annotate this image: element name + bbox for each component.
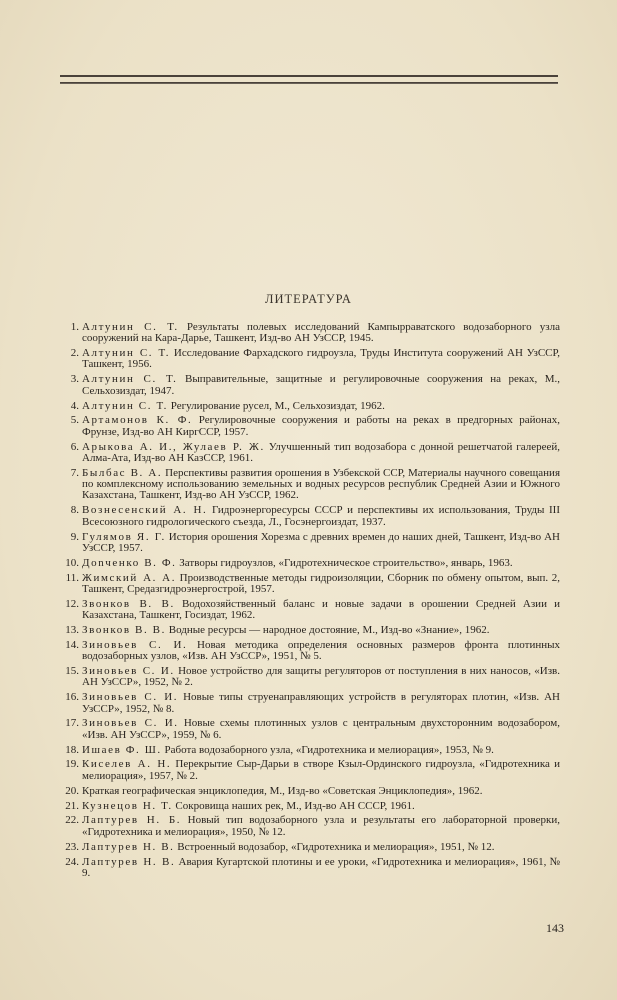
reference-author: Зиновьев С. И. xyxy=(82,665,175,678)
reference-text: Регулирование русел, М., Сельхозиздат, 1962. xyxy=(170,399,385,412)
reference-text: Регулировочные сооружения и работы на реках в предгорных районах, Фрунзе, Изд-во АН КиргССР, 1957. xyxy=(82,414,560,438)
reference-item xyxy=(60,625,560,636)
reference-text: Производственные методы гидроизоляции, Сборник по обмену опытом, вып. 2, Ташкент, Средазгидроэнергострой, 1957. xyxy=(82,571,560,595)
page-number: 143 xyxy=(546,921,564,935)
reference-item xyxy=(60,401,560,412)
reference-item xyxy=(60,759,560,782)
reference-author: Алтунин С. Т. xyxy=(82,321,179,333)
reference-item xyxy=(60,640,560,663)
reference-text: Гидроэнергоресурсы СССР и перспективы их использования, Труды III Всесоюзного гидрологического съезда, Л., Госэнергоиздат, 1937. xyxy=(82,504,560,528)
reference-author: Лаптурев Н. В. xyxy=(82,855,176,868)
reference-item xyxy=(60,815,560,838)
reference-text: Исследование Фархадского гидроузла, Труды Института сооружений АН УзССР, Ташкент, 1956. xyxy=(82,347,561,371)
reference-item xyxy=(60,415,560,438)
reference-item xyxy=(60,718,560,741)
reference-number: 7. xyxy=(70,466,79,479)
reference-item xyxy=(60,801,560,812)
reference-item xyxy=(60,505,560,528)
reference-author: Дonченко В. Ф. xyxy=(82,556,177,569)
reference-author: Былбас В. А. xyxy=(82,466,163,479)
reference-number: 13. xyxy=(65,623,79,636)
reference-item xyxy=(60,442,560,465)
reference-number: 9. xyxy=(70,530,79,543)
reference-text: Перспективы развития орошения в Узбекской ССР, Материалы научного совещания по комплексному использованию земельных и водных ресурсов республик Средней Азии и Южного Казахстана, Ташкент, Изд-во АН УзССР, 1962. xyxy=(82,466,560,502)
reference-item xyxy=(60,322,560,345)
reference-author: Алтунин С. Т. xyxy=(82,399,169,412)
reference-author: Кузнецов Н. Т. xyxy=(82,799,173,812)
reference-text: Затворы гидроузлов, «Гидротехническое строительство», январь, 1963. xyxy=(179,556,513,569)
reference-text: Работа водозаборного узла, «Гидротехника и мелиорация», 1953, № 9. xyxy=(164,743,494,756)
reference-item xyxy=(60,692,560,715)
reference-item xyxy=(60,842,560,853)
header-double-rule xyxy=(60,75,558,83)
reference-author: Лаптурев Н. В. xyxy=(82,840,175,853)
reference-author: Киселев А. Н. xyxy=(82,758,172,771)
reference-text: Краткая географическая энциклопедия, М., Изд-во «Советская Энциклопедия», 1962. xyxy=(82,784,483,797)
reference-author: Арыкова А. И., Жулаев Р. Ж. xyxy=(82,440,265,453)
reference-number: 10. xyxy=(65,556,79,569)
reference-author: Зиновьев С. И. xyxy=(82,691,179,704)
reference-number: 22. xyxy=(65,814,79,827)
reference-text: Встроенный водозабор, «Гидротехника и мелиорация», 1951, № 12. xyxy=(177,840,495,853)
reference-number: 11. xyxy=(65,571,79,584)
reference-author: Вознесенский А. Н. xyxy=(82,504,208,517)
header-thin-rule xyxy=(60,83,558,84)
reference-number: 20. xyxy=(65,784,79,797)
reference-author: Алтунин С. Т. xyxy=(82,373,178,386)
reference-author: Зиновьев С. И. xyxy=(82,717,179,730)
reference-text: Новое устройство для защиты регуляторов от поступления в них наносов, «Изв. АН УзССР», 1952, № 2. xyxy=(82,665,561,689)
reference-number: 8. xyxy=(70,504,79,517)
reference-number: 24. xyxy=(65,855,79,868)
reference-author: Гулямов Я. Г. xyxy=(82,530,166,543)
reference-item xyxy=(60,348,560,371)
reference-number: 5. xyxy=(70,414,79,427)
reference-item xyxy=(60,374,560,397)
reference-text: Водные ресурсы — народное достояние, М., Изд-во «Знание», 1962. xyxy=(168,623,490,636)
reference-author: Артамонов К. Ф. xyxy=(82,414,193,427)
reference-number: 3. xyxy=(70,373,79,386)
reference-text: Новая методика определения основных размеров фронта плотинных водозаборных узлов, «Изв. АН УзССР», 1951, № 5. xyxy=(82,638,560,663)
reference-number: 6. xyxy=(70,440,79,453)
reference-text: Сокровища наших рек, М., Изд-во АН СССР, 1961. xyxy=(175,799,415,812)
reference-number: 4. xyxy=(70,399,79,412)
reference-text: Перекрытие Сыр-Дарьи в створе Кзыл-Ординского гидроузла, «Гидротехника и мелиорация», 1957, № 2. xyxy=(82,758,560,782)
reference-number: 16. xyxy=(65,691,79,704)
reference-author: Алтунин С. Т. xyxy=(82,347,171,360)
reference-number: 18. xyxy=(65,743,79,756)
reference-number: 15. xyxy=(65,665,79,678)
reference-number: 12. xyxy=(65,597,79,610)
reference-number: 14. xyxy=(65,638,79,651)
reference-author: Жимский А. А. xyxy=(82,571,177,584)
reference-number: 2. xyxy=(70,347,79,360)
reference-number: 21. xyxy=(65,799,79,812)
reference-item xyxy=(60,468,560,502)
reference-author: Ишаев Ф. Ш. xyxy=(82,743,162,756)
reference-text: Новые типы струенаправляющих устройств в регуляторах плотин, «Изв. АН УзССР», 1952, № 8. xyxy=(82,691,560,715)
reference-number: 1. xyxy=(70,321,79,333)
reference-author: Звонков В. В. xyxy=(82,623,166,636)
reference-text: Результаты полевых исследований Кампырраватского водозаборного узла сооружений на Кара-Дарье, Ташкент, Изд-во АН УзССР, 1945. xyxy=(82,321,561,345)
reference-text: Водохозяйственный баланс и новые задачи в орошении Средней Азии и Казахстана, Ташкент, Госиздат, 1962. xyxy=(82,597,561,622)
reference-item xyxy=(60,573,560,596)
page-title: ЛИТЕРАТУРА xyxy=(265,292,352,306)
reference-number: 19. xyxy=(65,758,79,771)
reference-author: Лаптурев Н. Б. xyxy=(82,814,182,827)
reference-item xyxy=(60,558,560,569)
reference-item xyxy=(60,745,560,756)
reference-number: 17. xyxy=(65,717,79,730)
reference-item xyxy=(60,786,560,797)
reference-item xyxy=(60,857,560,880)
reference-number: 23. xyxy=(65,840,79,853)
reference-text: Улучшенный тип водозабора с донной решетчатой галереей, Алма-Ата, Изд-во АН КазССР, 1961. xyxy=(82,440,561,464)
reference-text: Новые схемы плотинных узлов с центральным двухсторонним водозабором, «Изв. АН УзССР», 1959, № 6. xyxy=(82,717,560,741)
reference-item xyxy=(60,599,560,622)
reference-author: Зиновьев С. И. xyxy=(82,638,188,651)
reference-list xyxy=(60,322,560,883)
reference-text: Выправительные, защитные и регулировочные сооружения на реках, М., Сельхозиздат, 1947. xyxy=(82,373,561,397)
reference-text: Авария Кугартской плотины и ее уроки, «Гидротехника и мелиорация», 1961, № 9. xyxy=(82,855,560,879)
reference-item xyxy=(60,532,560,555)
reference-author: Звонков В. В. xyxy=(82,597,175,610)
reference-text: История орошения Хорезма с древних времен до наших дней, Ташкент, Изд-во АН УзССР, 1957. xyxy=(82,530,561,554)
reference-item xyxy=(60,666,560,689)
reference-text: Новый тип водозаборного узла и результаты его лабораторной проверки, «Гидротехника и мелиорация», 1950, № 12. xyxy=(82,814,561,838)
